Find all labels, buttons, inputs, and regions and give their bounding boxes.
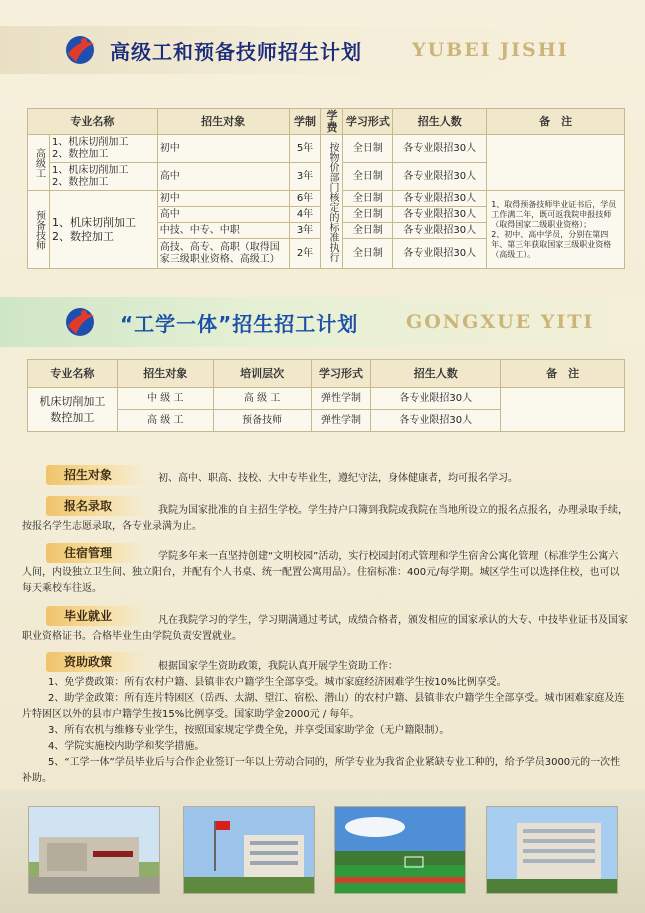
section1-title: 高级工和预备技师招生计划 (110, 39, 362, 64)
note-cell: 1、取得预备技师毕业证书后，学员工作满二年，既可返我院申报技师（取得国家二级职业资格）； 2、初中、高中学员，分别在第四年、第三年获取国家三级职业资格（高级工）。 (487, 191, 625, 269)
job-tag: 毕业就业 (46, 606, 146, 626)
form-cell: 全日制 (343, 163, 393, 191)
years-cell: 5年 (289, 135, 321, 163)
aid-list (22, 675, 628, 787)
form-cell: 全日制 (343, 207, 393, 223)
header-major: 专业名称 (28, 109, 158, 135)
aid-tag: 资助政策 (46, 652, 146, 672)
quota-cell: 各专业限招30人 (393, 135, 487, 163)
quota-cell: 各专业限招30人 (393, 207, 487, 223)
years-cell: 3年 (289, 163, 321, 191)
school-logo-icon (62, 304, 98, 340)
level-cell: 预备技师 (213, 410, 311, 432)
note-empty (487, 135, 625, 191)
major-cell: 机床切削加工 数控加工 (28, 388, 118, 432)
years-cell: 2年 (289, 239, 321, 269)
years-cell: 6年 (289, 191, 321, 207)
list-item: 4、学院实施校内助学和奖学措施。 (48, 741, 205, 752)
enroll-tag: 报名录取 (46, 496, 146, 516)
enroll-text: 我院为国家批准的自主招生学校。学生持户口簿到我院或我院在当地所设立的报名点报名，办理录取手续，按报名学生志愿录取，各专业录满为止。 (22, 505, 628, 532)
quota-cell: 各专业限招30人 (371, 388, 501, 410)
campus-photo-building (183, 806, 315, 894)
list-item: 2、助学金政策：所有连片特困区（岳西、太湖、望江、宿松、潜山）的农村户籍、县镇非农户籍学生全部享受。城市困难家庭及连片特困区以外的县市户籍学生按15%比例享受。国家助学金2000元 / 每年。 (22, 693, 625, 720)
form-cell: 全日制 (343, 191, 393, 207)
section2-pinyin: GONGXUE YITI (406, 311, 595, 333)
aid-intro: 根据国家学生资助政策，我院认真开展学生资助工作： (158, 661, 398, 672)
header-level: 培训层次 (213, 360, 311, 388)
table-header-row (28, 109, 625, 135)
banner-senior-plan (0, 26, 645, 74)
job-text: 凡在我院学习的学生，学习期满通过考试，成绩合格者，颁发相应的国家承认的大专、中技毕业证书及国家职业资格证书。合格毕业生由学院负责安置就业。 (22, 615, 628, 642)
form-cell: 全日制 (343, 223, 393, 239)
gongxue-plan-table (27, 359, 625, 432)
campus-photo-dormitory (486, 806, 618, 894)
form-cell: 弹性学制 (311, 410, 371, 432)
target-cell: 初中 (157, 191, 289, 207)
header-quota: 招生人数 (371, 360, 501, 388)
quota-cell: 各专业限招30人 (393, 223, 487, 239)
header-fee: 学费 (321, 109, 343, 135)
target-cell: 中技、中专、中职 (157, 223, 289, 239)
quota-cell: 各专业限招30人 (371, 410, 501, 432)
recruit-text: 初、高中、职高、技校、大中专毕业生，遵纪守法，身体健康者，均可报名学习。 (158, 473, 518, 484)
list-item: 3、所有农机与维修专业学生，按照国家规定学费全免，并享受国家助学金（无户籍限制）。 (48, 725, 450, 736)
header-quota: 招生人数 (393, 109, 487, 135)
table-row (28, 135, 625, 163)
note-empty (501, 388, 625, 432)
quota-cell: 各专业限招30人 (393, 163, 487, 191)
target-cell: 高技、高专、高职（取得国家三级职业资格、高级工） (157, 239, 289, 269)
quota-cell: 各专业限招30人 (393, 239, 487, 269)
dorm-tag: 住宿管理 (46, 543, 146, 563)
table-header-row (28, 360, 625, 388)
target-cell: 高中 (157, 163, 289, 191)
dorm-text: 学院多年来一直坚持创建“文明校园”活动，实行校园封闭式管理和学生宿舍公寓化管理（标准学生公寓六人间，内设独立卫生间、独立阳台，并配有个人书桌、统一配置公寓用品）。住宿标准：400元/每学期。城区学生可以选择住校，也可以每天乘校车往返。 (22, 551, 620, 594)
senior-plan-table (27, 108, 625, 269)
target-cell: 中 级 工 (117, 388, 213, 410)
form-cell: 全日制 (343, 135, 393, 163)
table-row (28, 388, 625, 410)
recruit-tag: 招生对象 (46, 465, 146, 485)
header-major: 专业名称 (28, 360, 118, 388)
quota-cell: 各专业限招30人 (393, 191, 487, 207)
level-cell: 高 级 工 (213, 388, 311, 410)
school-logo-icon (62, 32, 98, 68)
years-cell: 3年 (289, 223, 321, 239)
header-form: 学习形式 (343, 109, 393, 135)
prep-major-cell: 1、机床切削加工 2、数控加工 (49, 191, 157, 269)
campus-photo-field (334, 806, 466, 894)
header-form: 学习形式 (311, 360, 371, 388)
target-cell: 高中 (157, 207, 289, 223)
header-target: 招生对象 (157, 109, 289, 135)
campus-photo-monument (28, 806, 160, 894)
target-cell: 初中 (157, 135, 289, 163)
major-cell: 1、机床切削加工 2、数控加工 (49, 135, 157, 163)
header-note: 备 注 (487, 109, 625, 135)
section1-pinyin: YUBEI JISHI (412, 39, 569, 61)
target-cell: 高 级 工 (117, 410, 213, 432)
list-item: 1、免学费政策：所有农村户籍、县镇非农户籍学生全部享受。城市家庭经济困难学生按10%比例享受。 (48, 677, 507, 688)
form-cell: 弹性学制 (311, 388, 371, 410)
years-cell: 4年 (289, 207, 321, 223)
list-item: 5、“工学一体”学员毕业后与合作企业签订一年以上劳动合同的，所学专业为我省企业紧缺专业工种的，给予学员3000元的一次性补助。 (22, 757, 621, 784)
fee-cell: 按物价部门核定的标准执行 (321, 135, 343, 269)
group-prep: 预备技师 (28, 191, 50, 269)
header-target: 招生对象 (117, 360, 213, 388)
section2-title: “工学一体”招生招工计划 (120, 311, 359, 336)
header-note: 备 注 (501, 360, 625, 388)
banner-gongxue-plan (0, 297, 645, 347)
form-cell: 全日制 (343, 239, 393, 269)
major-cell: 1、机床切削加工 2、数控加工 (49, 163, 157, 191)
group-senior: 高级工 (28, 135, 50, 191)
header-years: 学制 (289, 109, 321, 135)
